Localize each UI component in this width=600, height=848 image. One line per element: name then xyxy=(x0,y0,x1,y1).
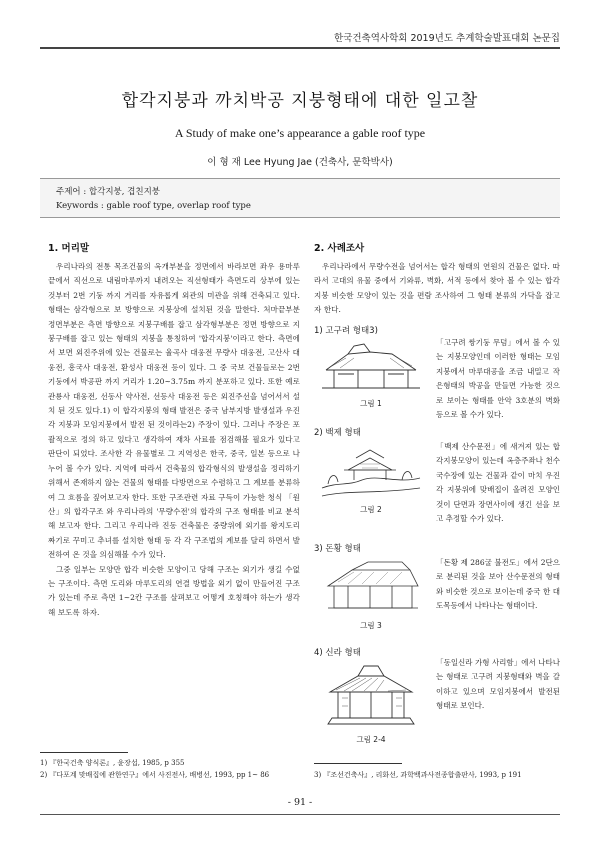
figure-heading: 2) 백제 형태 xyxy=(314,428,361,438)
introduction-paragraph: 그중 일부는 모양만 합각 비슷한 모양이고 당해 구조는 외기가 생길 수없는 구조이다. 측면 도리와 마루도리의 연결 방법을 외기 없이 만들어진 구조가 있는데 주로 측면 1~2칸 구조를 살펴보고 어떻게 호칭해야 하는가 생각해 보도록 하자. xyxy=(48,564,300,617)
figure-block-dunhuang xyxy=(314,542,560,642)
section-heading-introduction: 1. 머리말 xyxy=(48,243,90,254)
figure-description: 「고구려 쌍기둥 무덤」에서 볼 수 있는 지붕모양인데 이러한 형태는 모임지붕에서 마루대공을 조금 내밀고 작은형태의 박공을 만들면 가능한 것으로 보이는 형태를 안악 3호분의 벽화 등으로 볼 수가 있다. xyxy=(436,338,560,420)
case-study-intro: 우리나라에서 무량수전을 넘어서는 합각 형태의 연원의 건물은 없다. 따라서 고대의 유물 중에서 기와류, 벽화, 서적 등에서 찾아 볼 수 있는 합각지붕 비슷한 모양이 있는 것을 편람 조사하여 그 형태 분류의 가닥을 잡고자 한다. xyxy=(314,262,560,315)
keywords-korean: 주제어 : 합각지붕, 겹친지붕 xyxy=(56,187,160,197)
author-line: 이 형 재 Lee Hyung Jae (건축사, 문학박사) xyxy=(207,157,393,168)
footnote-divider xyxy=(314,763,402,764)
figure-caption: 그림 2-4 xyxy=(356,735,386,744)
dunhuang-hall-drawing xyxy=(318,558,424,616)
keyword-box xyxy=(40,178,560,218)
silla-reliquary-drawing xyxy=(318,662,424,730)
footnote-3: 3) 『조선건축사』, 리화선, 과학백과사전종합출판사, 1993, p 191 xyxy=(314,771,522,779)
running-header: 한국건축역사학회 2019년도 추계학술발표대회 논문집 xyxy=(40,30,560,49)
paper-title: 합각지붕과 까치박공 지붕형태에 대한 일고찰 xyxy=(121,91,479,111)
footnote-divider xyxy=(40,752,128,753)
figure-caption: 그림 1 xyxy=(360,399,382,408)
keywords-english: Keywords : gable roof type, overlap roof type xyxy=(56,201,251,211)
left-column xyxy=(48,240,300,620)
figure-caption: 그림 2 xyxy=(360,505,382,514)
figure-block-baekje xyxy=(314,426,560,536)
figure-block-silla xyxy=(314,646,560,756)
baekje-landscape-tile-drawing xyxy=(318,444,424,500)
figure-description: 「백제 산수문전」에 새겨져 있는 합각지붕모양이 있는데 옥층주좌나 천수국수장에 있는 건물과 같이 마치 우진각 지붕위에 맞배집이 올려진 모양인 것이 단면과 장면사이에 생긴 선을 보고 추정할 수가 있다. xyxy=(436,442,560,524)
goguryeo-roof-drawing xyxy=(318,340,424,392)
figure-block-goguryeo xyxy=(314,324,560,434)
section-heading-case-study: 2. 사례조사 xyxy=(314,243,365,254)
figure-description: 「동일신라 가형 사리함」에서 나타나는 형태로 고구려 지붕형태와 벽을 갈이하고 있으며 모임지붕에서 발전된 형태로 보인다. xyxy=(436,658,560,711)
figure-heading: 1) 고구려 형태3) xyxy=(314,326,378,336)
footnote-2: 2) 『다포계 맞배집에 관한연구』에서 사진전사, 배병선, 1993, pp 1~ 86 xyxy=(40,771,270,779)
footnote-1: 1) 『한국건축 양식론』, 윤장섭, 1985, p 355 xyxy=(40,759,185,767)
right-column xyxy=(314,240,560,318)
figure-caption: 그림 3 xyxy=(360,621,382,630)
bottom-rule xyxy=(40,814,560,815)
paper-subtitle-english: A Study of make one’s appearance a gable roof type xyxy=(174,126,426,140)
figure-heading: 4) 신라 형태 xyxy=(314,648,361,658)
figure-description: 「돈황 제 286굴 불전도」에서 2단으로 분리된 것을 보아 산수문전의 형태와 비슷한 것으로 보이는데 중국 한 대 도목등에서 나타나는 형태이다. xyxy=(436,558,560,611)
introduction-paragraph: 우리나라의 전통 목조건물의 옥개부분을 정면에서 바라보면 좌우 용마루 끝에서 직선으로 내림마루까지 내려오는 직선형태가 측면도리 상부에 있는 것부터 2번 기둥 까지 거리를 자유롭게 외관의 미관을 위해 건축되고 있다. 형태는 삼각형으로 보 방향으로 지붕상에 설치된 것을 말한다. 처마끝부분 정면부분은 측면 방향으로 지붕구배를 잡고 삼각형부분은 정면 방향으로 지붕구배를 잡고 있는 형태의 지붕을 통칭하여 '합각지붕'이라고 한다. 측면에서 보면 외진주위에 있는 건물로는 율곡사 대웅전 무량사 대웅전, 고산사 대웅전, 흥국사 대웅전, 환성사 대웅전 등이 있다. 그 중 국보 건물들로는 2번 기둥에서 박공판 까지 거리가 1.20~3.75m 까지 분포하고 있다. 또한 예로 관룡사 대웅전, 선동사 약사전, 선등사 대웅전 등은 외진주선을 넘어서서 설치 된 것도 있다.1) 이 합각지붕의 형태 발전은 중국 남부지방 발생설과 우진각 지붕과 모임지붕에서 발전 된 것이라는2) 주장이 있다. 그러나 주장은 포괄적으로 정의 하고 있다고 생각하여 재차 사료를 점검해볼 필요가 있다고 판단이 되었다. 조사한 각 유물별로 그 지역성은 한국, 중국, 일본 등으로 나누어 볼 수가 있다. 지역에 따라서 건축물의 합각형식의 발생설을 정리하기 위해서 존재하지 않는 건물의 형태를 다방면으로 수렴하고 그 계보를 분류하여 그 흐름을 짚어보고자 한다. 또한 구조관련 자료 구득이 가능한 청식 「원산」의 합각구조 와 우리나라의 '무량수전'의 합각의 구조 형태를 비교 분석해 보고자 한다. 그리고 우리나라 진동 건축물은 중량위에 외기를 왕지도리 짜기로 꾸미고 추녀를 설치한 형태 등 각 각 구조법의 계보를 달리 하면서 발전하여 온 것을 의심해볼 수가 있다. xyxy=(48,262,300,560)
figure-heading: 3) 돈황 형태 xyxy=(314,544,361,554)
page-number: - 91 - xyxy=(287,797,313,808)
